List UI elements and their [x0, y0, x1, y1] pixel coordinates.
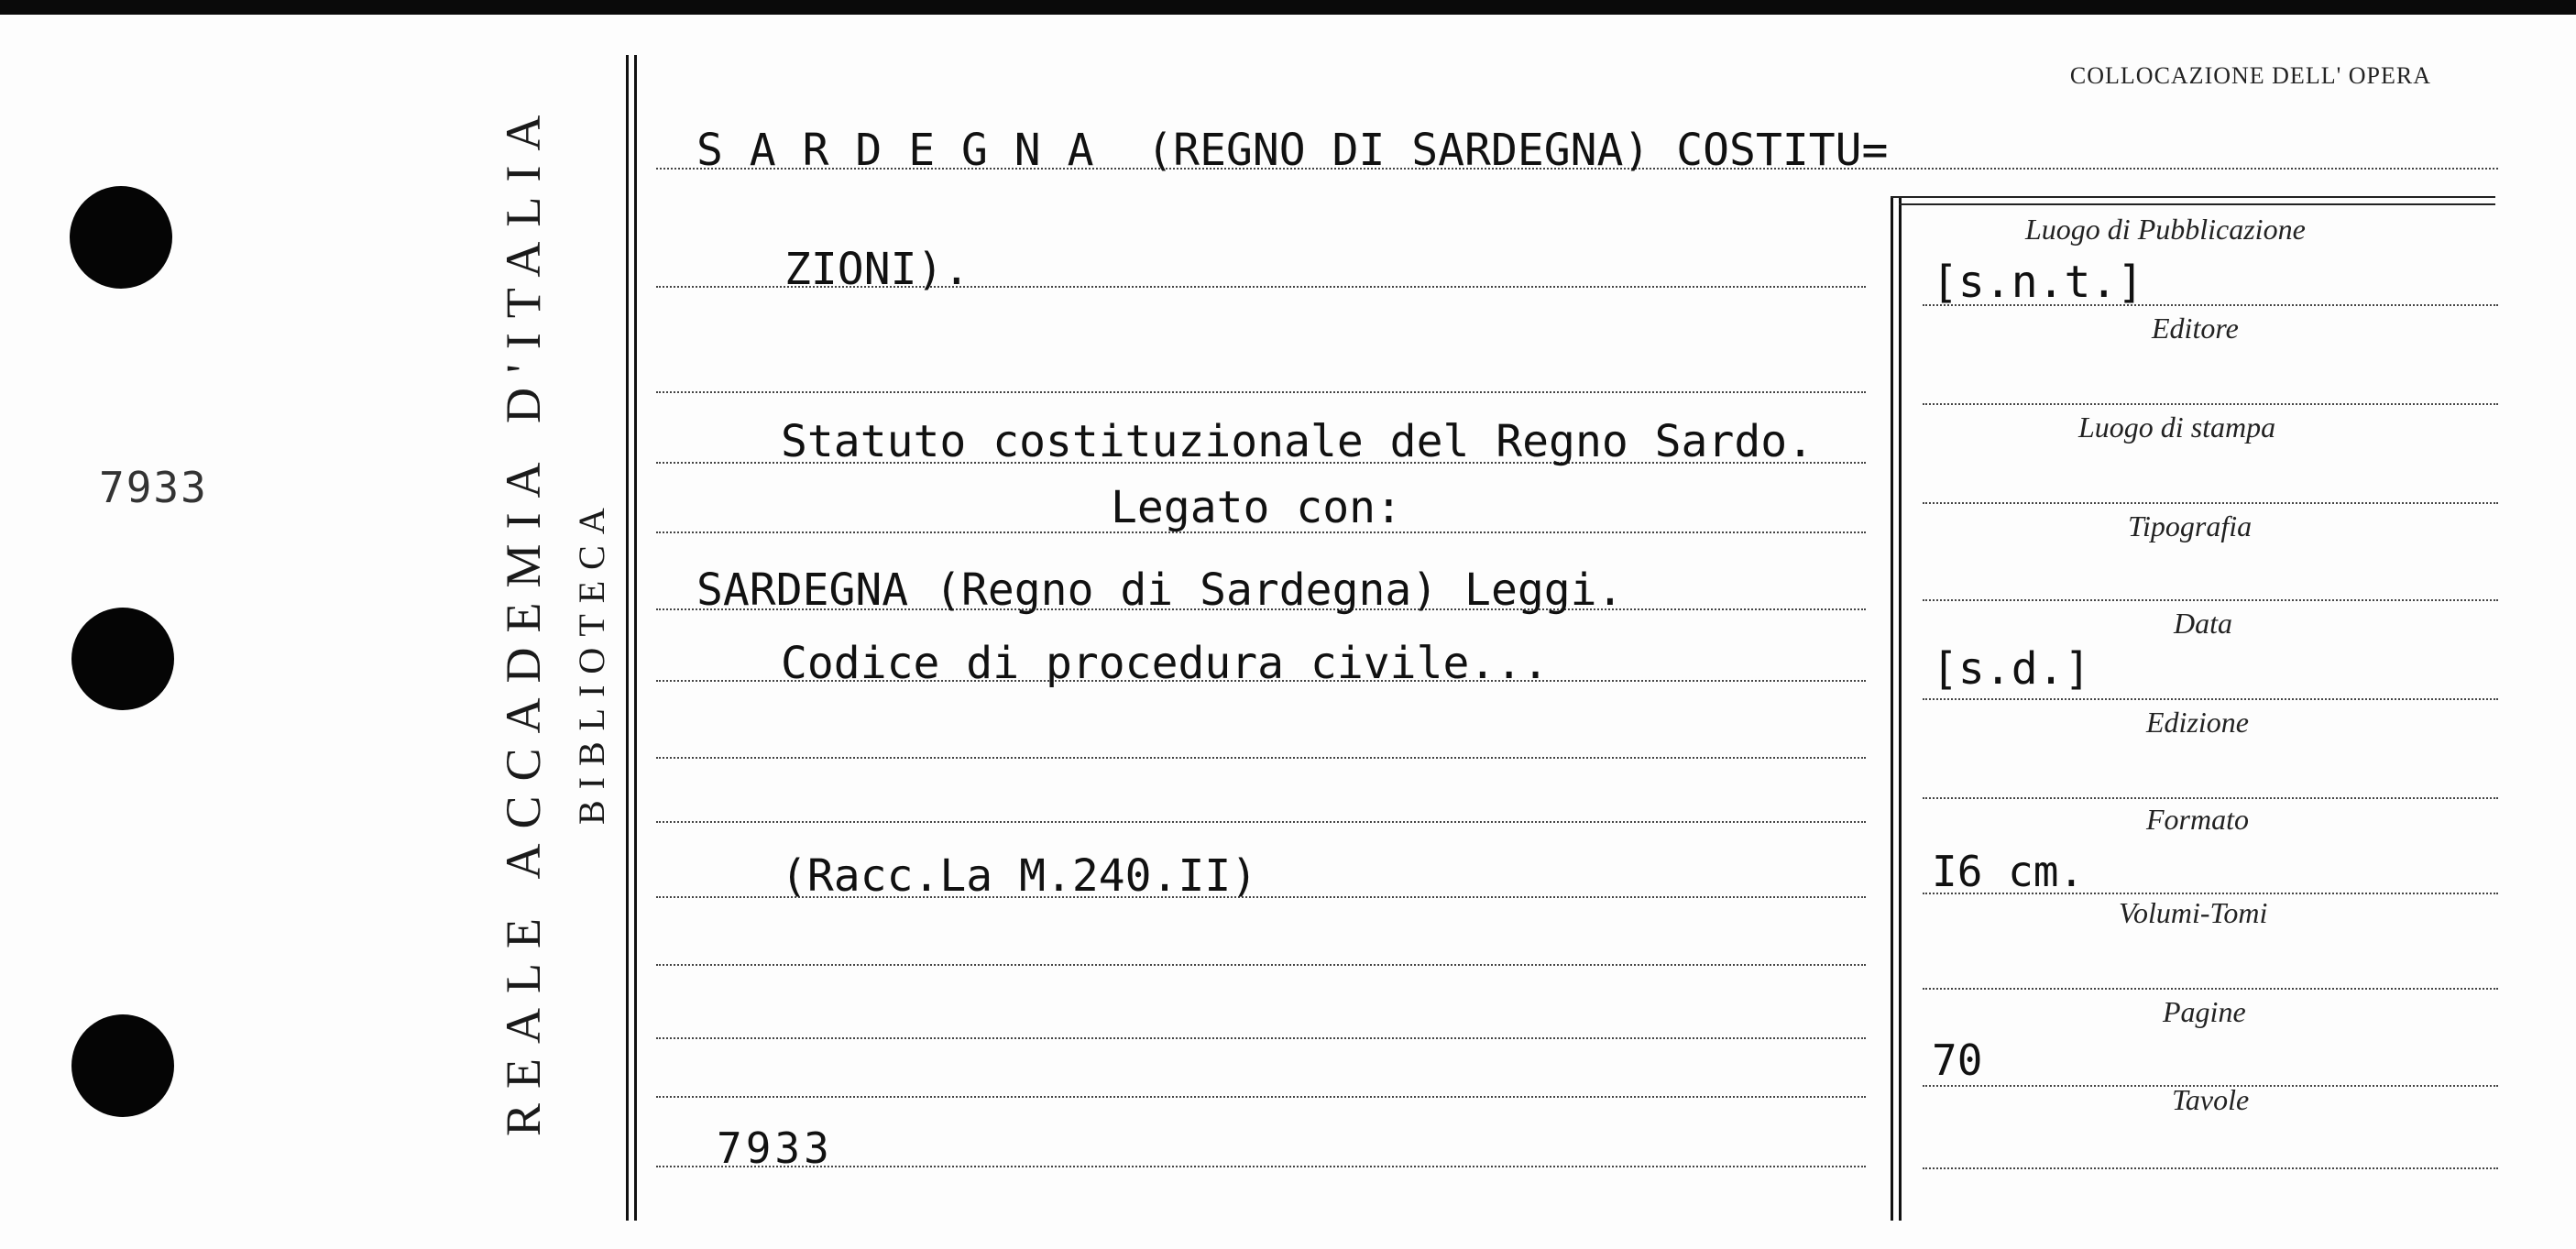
value-pagine: 70 [1932, 1035, 1983, 1085]
field-line [1923, 988, 2498, 990]
punch-hole-icon [71, 1014, 174, 1117]
ruled-line [656, 1096, 1866, 1098]
label-tipografia: Tipografia [2128, 509, 2253, 542]
punch-hole-icon [70, 186, 172, 289]
right-double-rule [1891, 197, 1893, 1221]
label-tavole: Tavole [2172, 1083, 2250, 1116]
right-double-rule [1899, 197, 1902, 1221]
ruled-line [656, 964, 1866, 966]
right-box-top-rule [1891, 196, 2495, 198]
ruled-line [656, 821, 1866, 823]
heading-line-1: S A R D E G N A (REGNO DI SARDEGNA) COSTITU= [696, 125, 1889, 176]
field-line [1923, 698, 2498, 700]
field-line [1923, 797, 2498, 799]
label-pagine: Pagine [2163, 995, 2246, 1028]
scan-top-edge [0, 0, 2576, 15]
value-data: [s.d.] [1932, 643, 2091, 695]
label-luogo-stampa: Luogo di stampa [2078, 411, 2276, 444]
left-double-rule [626, 55, 629, 1221]
ruled-line [656, 1037, 1866, 1039]
field-line [1923, 403, 2498, 405]
title-line: Statuto costituzionale del Regno Sardo. [781, 416, 1814, 467]
heading-line-2: ZIONI). [784, 244, 970, 295]
left-double-rule [634, 55, 637, 1221]
institution-department: BIBLIOTECA [571, 497, 612, 825]
margin-card-number: 7933 [99, 463, 208, 512]
shelfmark-line: (Racc.La M.240.II) [781, 850, 1258, 902]
label-formato: Formato [2146, 803, 2249, 836]
field-line [1923, 502, 2498, 504]
institution-name: REALE ACCADEMIA D'ITALIA [496, 100, 551, 1136]
value-luogo-pubblicazione: [s.n.t.] [1932, 257, 2144, 308]
ruled-line [656, 391, 1866, 393]
second-heading-line: SARDEGNA (Regno di Sardegna) Leggi. [696, 564, 1624, 616]
field-line [1923, 1167, 2498, 1169]
punch-hole-icon [71, 608, 174, 710]
value-formato: I6 cm. [1932, 847, 2085, 896]
label-volumi-tomi: Volumi-Tomi [2119, 896, 2268, 929]
right-box-top-rule [1899, 203, 2495, 205]
field-line [1923, 599, 2498, 601]
inventory-number: 7933 [717, 1123, 833, 1173]
label-editore: Editore [2152, 312, 2239, 345]
label-data: Data [2174, 607, 2232, 640]
label-luogo-pubblicazione: Luogo di Pubblicazione [2025, 213, 2306, 246]
bound-with-line: Legato con: [1111, 482, 1402, 533]
second-title-line: Codice di procedura civile... [781, 638, 1550, 689]
ruled-line [656, 1166, 1866, 1167]
ruled-line [656, 757, 1866, 759]
label-edizione: Edizione [2146, 706, 2249, 739]
collocation-header: COLLOCAZIONE DELL' OPERA [2069, 62, 2431, 89]
